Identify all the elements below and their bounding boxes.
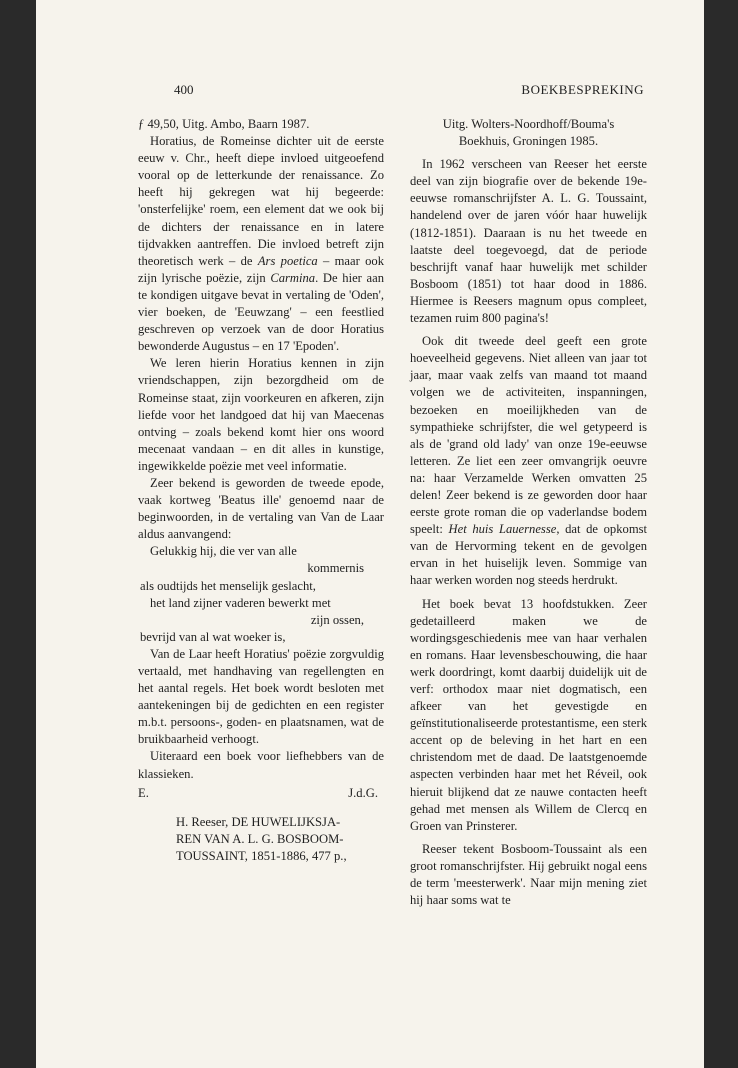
left-column <box>138 116 384 865</box>
paragraph-epode: Zeer bekend is geworden de tweede epode, vaak kortweg 'Beatus ille' genoemd naar de beginwoorden, in de vertaling van Van de Laar aldus aanvangend: <box>138 475 384 542</box>
title-het-huis-lauernesse: Het huis Lauernesse <box>448 522 557 537</box>
publisher-info <box>410 116 647 150</box>
publisher-line: Boekhuis, Groningen 1985. <box>458 134 599 149</box>
paragraph-details <box>410 333 647 589</box>
text-run: Ook dit tweede deel geeft een grote hoeveelheid gegevens. Niet alleen van jaar tot jaar, maar vaak zelfs van maand tot maand volgen we de activiteiten, inspanningen, bezoeken en moeilijkheden van de sympathieke schrijfster, die wel getypeerd is als de 'grand old lady' van onze 19e-eeuwse letteren. Ze liet een zeer omvangrijk oeuvre na: haar Verzamelde Werken omvatten 25 delen! Zeer bekend is ze geworden door haar eerste grote roman die op vaderlandse bodem speelt: <box>410 334 647 537</box>
text-run: Horatius, de Romeinse dichter uit de eerste eeuw v. Chr., heeft diepe invloed uitgeoefend vooral op de letterkunde der renaissance. Zo heeft hij gekregen wat hij begeerde: 'onsterfelijke' roem, een element dat we ook bij de dichters der renaissance en in latere tijdvakken aantreffen. Die invloed betreft zijn theoretisch werk – de <box>138 134 384 268</box>
signature-right: J.d.G. <box>348 785 378 800</box>
paragraph-translation: Van de Laar heeft Horatius' poëzie zorgvuldig vertaald, met handhaving van regellengten en het aantal regels. Het boek wordt besloten met aantekeningen bij de gedichten en een register m.b.t. persoons-, goden- en plaatsnamen, wat de bruikbaarheid verhoogt. <box>138 646 384 747</box>
running-head: BOEKBESPREKING <box>521 82 644 97</box>
review-heading-line: TOUSSAINT, 1851-1886, 477 p., <box>176 848 347 863</box>
publisher-line: Uitg. Wolters-Noordhoff/Bouma's <box>442 117 615 131</box>
verse-line: het land zijner vaderen bewerkt met <box>150 595 331 610</box>
paragraph-biography: In 1962 verscheen van Reeser het eerste deel van zijn biografie over de bekende 19e-eeuwse romanschrijfster A. L. G. Toussaint, handelend over de jaren vóór haar huwelijk (1812-1851). Daaraan is nu het tweede en laatste deel toegevoegd, dat de periode beschrijft vanaf haar huwelijk met schilder Bosboom (1851) tot haar dood in 1886. Hiermee is Reesers magnum opus compleet, tezamen ruim 800 pagina's! <box>410 157 647 326</box>
verse-quote <box>138 543 384 646</box>
text-run: . De hier aan te kondigen uitgave bevat in vertaling de 'Oden', vier boeken, de 'Eeuwzang' – een feestlied geschreven op verzoek van de door Horatius bewonderde Augustus – en 17 'Epoden'. <box>138 270 384 354</box>
paragraph-chapters: Het boek bevat 13 hoofdstukken. Zeer gedetailleerd maken we de wordingsgeschiedenis mee van haar verhalen en romans. Haar levensbeschouwing, die haar werk doordringt, komt daarbij duidelijk uit de verf: orthodox maar niet dogmatisch, een afkeer van het gevestigde en geïnstitutionaliseerde protestantisme, een sterk accent op de beleving in het hart en een christendom met de daad. De laatstgenoemde aspecten verbinden haar met het Réveil, ook hieruit blijkend dat ze nauwe contacten heeft gehad met mensen als Willem de Clercq en Groen van Prinsterer. <box>410 596 647 833</box>
paragraph-horatius-intro <box>138 133 384 355</box>
review-heading-line: H. Reeser, DE HUWELIJKSJA- <box>176 814 341 829</box>
page-number: 400 <box>174 82 194 97</box>
title-carmina: Carmina <box>270 270 316 285</box>
text-run: – maar ook zijn lyrische poëzie, zijn <box>138 253 384 285</box>
title-ars-poetica: Ars poetica <box>257 253 318 268</box>
signature <box>138 785 384 802</box>
paragraph-closing: Uiteraard een boek voor liefhebbers van de klassieken. <box>138 749 384 781</box>
verse-line-cont: kommernis <box>307 561 364 576</box>
verse-line-cont: zijn ossen, <box>310 612 364 627</box>
paragraph-friendships: We leren hierin Horatius kennen in zijn vriendschappen, zijn bezorgdheid om de Romeinse staat, zijn voorkeuren en afkeren, zijn liefde voor het landgoed dat hij van Maecenas ontving – zoals bekend komt hier ons woord mecenaat vandaan – en dit alles in kunstige, ingewikkelde poëzie met veel informatie. <box>138 356 384 473</box>
verse-line: bevrijd van al wat woeker is, <box>140 629 286 644</box>
review-heading-line: REN VAN A. L. G. BOSBOOM- <box>176 831 344 846</box>
price-line: ƒ 49,50, Uitg. Ambo, Baarn 1987. <box>138 117 310 131</box>
verse-line: Gelukkig hij, die ver van alle <box>150 544 297 559</box>
verse-line: als oudtijds het menselijk geslacht, <box>140 578 316 593</box>
review-heading <box>176 814 384 865</box>
signature-left: E. <box>138 785 149 800</box>
right-column <box>410 116 647 909</box>
paragraph-masterwork: Reeser tekent Bosboom-Toussaint als een groot romanschrijfster. Hij gebruikt nogal eens de term 'meesterwerk'. Naar mijn mening ziet hij haar soms wat te <box>410 841 647 908</box>
text-run: , dat de opkomst van de Hervorming tekent en de gevolgen ervan in het huiselijk leven. Sommige van haar werken worden nog steeds herdrukt. <box>410 522 648 588</box>
